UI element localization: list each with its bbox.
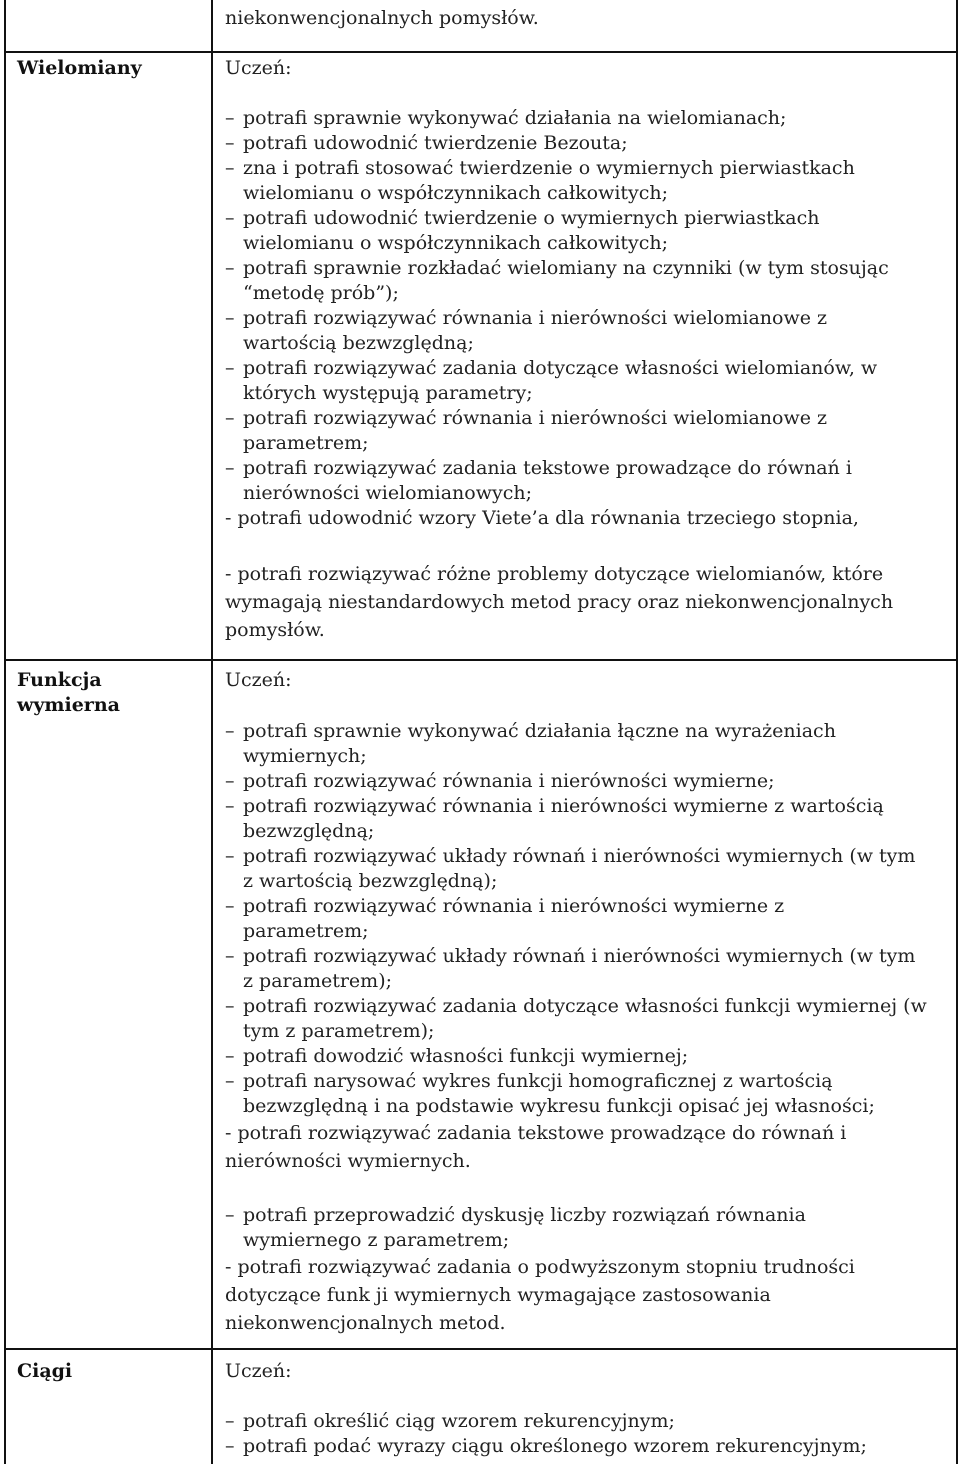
list-item: – potrafi określić ciąg wzorem rekurencyjnym; <box>225 1410 675 1432</box>
list-item: – potrafi sprawnie wykonywać działania na wielomianach; <box>225 107 787 129</box>
wielomiany-advanced <box>225 560 945 644</box>
list-item: – potrafi przeprowadzić dyskusję liczby rozwiązań równania wymiernego z parametrem; <box>225 1204 806 1251</box>
list-item: – potrafi rozwiązywać równania i nierówności wymierne z wartością bezwzględną; <box>225 795 884 842</box>
list-item: – potrafi narysować wykres funkcji homograficznej z wartością bezwzględną i na podstawie wykresu funkcji opisać jej własności; <box>225 1070 875 1117</box>
table-right-border <box>956 0 958 1464</box>
list-item: – potrafi rozwiązywać równania i nierówności wielomianowe z parametrem; <box>225 407 827 454</box>
topic-wielomiany: Wielomiany <box>17 57 142 79</box>
list-item: – potrafi sprawnie rozkładać wielomiany na czynniki (w tym stosując “metodę prób”); <box>225 257 889 304</box>
funkcja-wymierna-advanced <box>225 1203 945 1337</box>
list-item: – potrafi rozwiązywać układy równań i nierówności wymiernych (w tym z parametrem); <box>225 945 916 992</box>
list-item: – potrafi rozwiązywać układy równań i nierówności wymiernych (w tym z wartością bezwzględną); <box>225 845 916 892</box>
advanced-text: - potrafi rozwiązywać różne problemy dotyczące wielomianów, które wymagają niestandardowych metod pracy oraz niekonwencjonalnych pomysłów. <box>225 563 894 641</box>
extra-line: - potrafi rozwiązywać zadania tekstowe prowadzące do równań i nierówności wymiernych. <box>225 1122 847 1172</box>
row-divider <box>4 659 958 661</box>
advanced-text: - potrafi rozwiązywać zadania o podwyższonym stopniu trudności dotyczące funk ji wymiernych wymagające zastosowania niekonwencjonalnych metod. <box>225 1256 855 1334</box>
table-left-border <box>4 0 6 1464</box>
list-item: – potrafi rozwiązywać zadania tekstowe prowadzące do równań i nierówności wielomianowych; <box>225 457 852 504</box>
list-item: – potrafi rozwiązywać zadania dotyczące własności wielomianów, w których występują parametry; <box>225 357 878 404</box>
list-item: – potrafi udowodnić twierdzenie o wymiernych pierwiastkach wielomianu o współczynnikach całkowitych; <box>225 207 820 254</box>
list-item: – potrafi rozwiązywać równania i nierówności wymierne; <box>225 770 775 792</box>
topic-ciagi: Ciągi <box>17 1360 73 1382</box>
uczen-label: Uczeń: <box>225 669 292 691</box>
uczen-label: Uczeń: <box>225 1360 292 1382</box>
table-column-divider <box>211 0 213 1464</box>
wielomiany-skill-list <box>225 106 945 531</box>
ciagi-skill-list <box>225 1409 945 1459</box>
topic-funkcja-wymierna: Funkcja wymierna <box>17 669 120 716</box>
list-item: – potrafi rozwiązywać równania i nierówności wymierne z parametrem; <box>225 895 785 942</box>
list-item: – potrafi rozwiązywać zadania dotyczące własności funkcji wymiernej (w tym z parametrem); <box>225 995 927 1042</box>
row-divider <box>4 1348 958 1350</box>
list-item: – potrafi sprawnie wykonywać działania łączne na wyrażeniach wymiernych; <box>225 720 836 767</box>
extra-line: - potrafi udowodnić wzory Viete’a dla równania trzeciego stopnia, <box>225 507 859 529</box>
list-item: – zna i potrafi stosować twierdzenie o wymiernych pierwiastkach wielomianu o współczynnikach całkowitych; <box>225 157 855 204</box>
top-fragment: niekonwencjonalnych pomysłów. <box>225 7 539 29</box>
uczen-label: Uczeń: <box>225 57 292 79</box>
funkcja-wymierna-skill-list <box>225 719 945 1175</box>
row-divider <box>4 51 958 53</box>
list-item: – potrafi rozwiązywać równania i nierówności wielomianowe z wartością bezwzględną; <box>225 307 827 354</box>
list-item: – potrafi podać wyrazy ciągu określonego wzorem rekurencyjnym; <box>225 1435 867 1457</box>
list-item: – potrafi udowodnić twierdzenie Bezouta; <box>225 132 628 154</box>
list-item: – potrafi dowodzić własności funkcji wymiernej; <box>225 1045 689 1067</box>
